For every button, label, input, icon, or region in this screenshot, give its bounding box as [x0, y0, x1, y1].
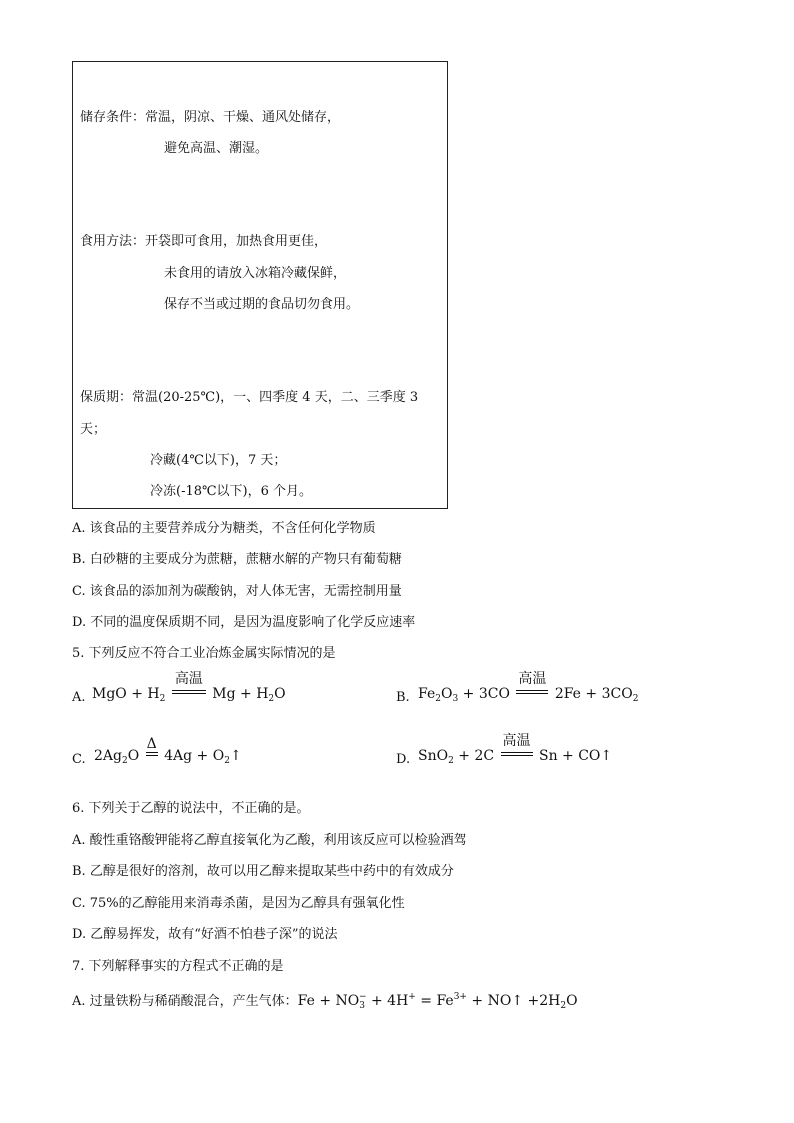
- q5-option-d-equation: SnO$_2$ + 2C 高温 Sn + CO↑: [418, 733, 613, 766]
- q7-option-a: A. 过量铁粉与稀硝酸混合，产生气体：$Fe + NO_3^- + 4H^+ = Fe^{3+}$ + NO↑ $+2H_2O$: [72, 992, 578, 1011]
- q6-option-a: A. 酸性重铬酸钾能将乙醇直接氧化为乙酸，利用该反应可以检验酒驾: [72, 833, 467, 848]
- storage-line-1: 储存条件：常温，阴凉、干燥、通风处储存，: [80, 110, 341, 125]
- shelf-line-3: 冷藏(4℃以下)，7 天；: [150, 453, 287, 468]
- q5-stem: 5. 下列反应不符合工业冶炼金属实际情况的是: [72, 646, 336, 661]
- shelf-line-1: 保质期：常温(20-25℃)，一、四季度 4 天，二、三季度 3: [80, 390, 419, 405]
- q7-option-a-equation: $Fe + NO_3^- + 4H^+ = Fe^{3+}$ + NO↑ $+2H_2O$: [297, 992, 578, 1011]
- q4-option-d: D. 不同的温度保质期不同，是因为温度影响了化学反应速率: [72, 615, 416, 630]
- q6-option-b: B. 乙醇是很好的溶剂，故可以用乙醇来提取某些中药中的有效成分: [72, 864, 454, 879]
- q5-option-a-label: A.: [72, 690, 86, 705]
- q7-stem: 7. 下列解释事实的方程式不正确的是: [72, 959, 284, 974]
- q5-option-a-equation: MgO + $H_2$ 高温 $Mg + H_2O$: [92, 671, 286, 704]
- usage-line-3: 保存不当或过期的食品切勿食用。: [164, 297, 360, 312]
- q4-option-b: B. 白砂糖的主要成分为蔗糖，蔗糖水解的产物只有葡萄糖: [72, 552, 402, 567]
- food-label-box: [72, 61, 448, 509]
- q6-option-c: C. 75%的乙醇能用来消毒杀菌，是因为乙醇具有强氧化性: [72, 896, 405, 911]
- q5-option-c-equation: $2Ag_2O$ Δ $4Ag + O_2↑$: [94, 736, 242, 766]
- usage-line-2: 未食用的请放入冰箱冷藏保鲜，: [164, 266, 347, 281]
- q6-option-d: D. 乙醇易挥发，故有“好酒不怕巷子深”的说法: [72, 927, 338, 942]
- q4-option-a: A. 该食品的主要营养成分为糖类，不含任何化学物质: [72, 521, 376, 536]
- shelf-line-4: 冷冻(-18℃以下)，6 个月。: [150, 484, 313, 499]
- usage-line-1: 食用方法：开袋即可食用，加热食用更佳，: [80, 234, 328, 249]
- q5-option-b-label: B.: [396, 690, 410, 705]
- storage-line-2: 避免高温、潮湿。: [164, 141, 269, 156]
- q5-option-d-label: D.: [396, 752, 411, 767]
- q4-option-c: C. 该食品的添加剂为碳酸钠，对人体无害，无需控制用量: [72, 584, 402, 599]
- q5-option-c-label: C.: [72, 752, 86, 767]
- shelf-line-2: 天；: [80, 422, 107, 437]
- q6-stem: 6. 下列关于乙醇的说法中，不正确的是。: [72, 801, 310, 816]
- q5-option-b-equation: $Fe_2O_3 + 3CO$ 高温 $2Fe + 3CO_2$: [418, 671, 639, 704]
